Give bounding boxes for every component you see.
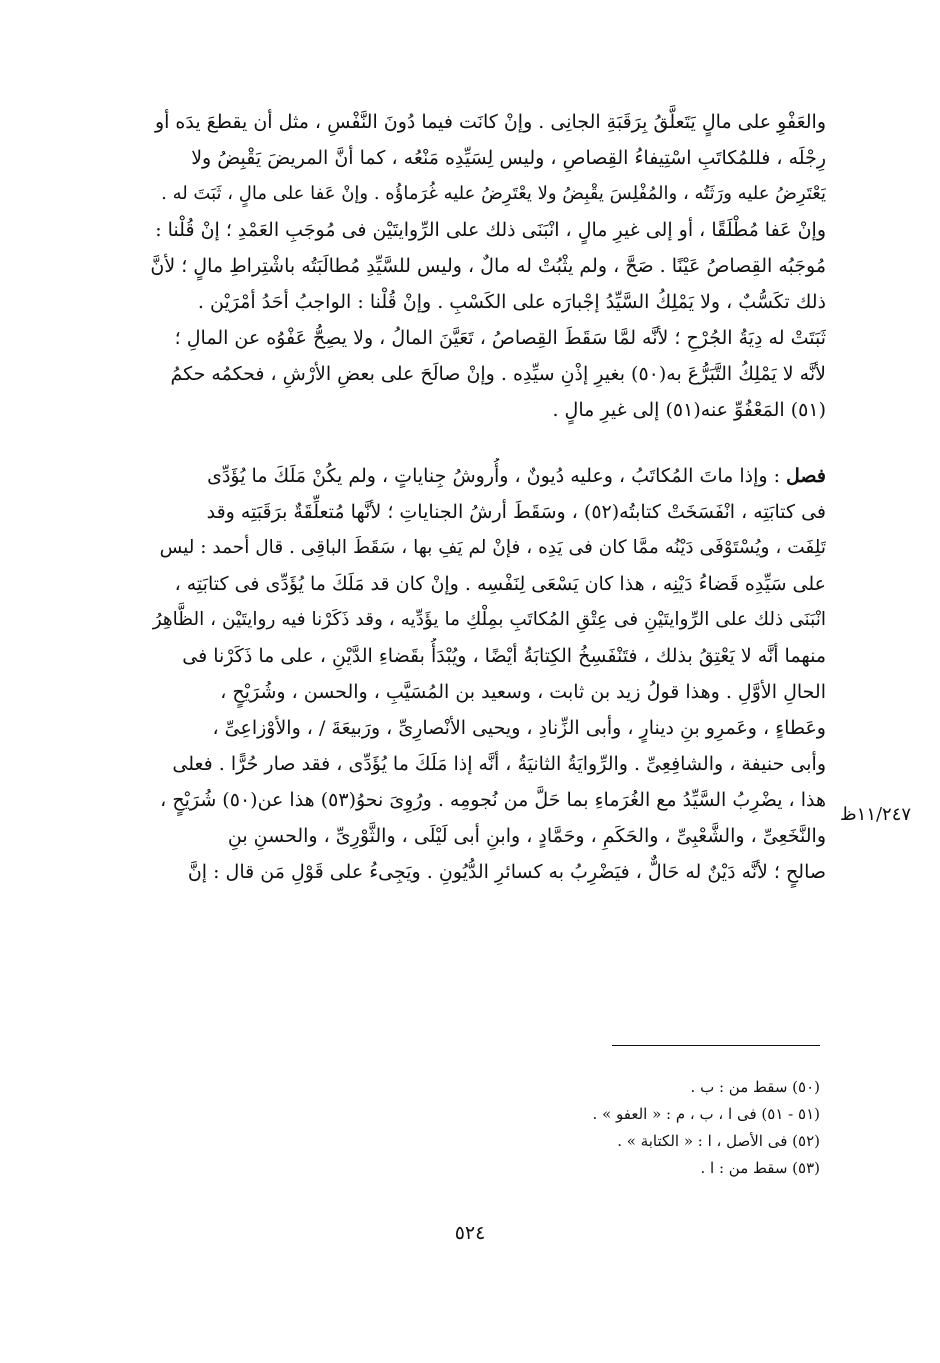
text-line: ثَبَتَتْ له دِيَةُ الجُرْحِ ؛ لأنَّه لمَّا سَقَطَ القِصاصُ ، تَعَيَّنَ المالُ ، ولا يصِحُّ عَفْوُه عن المالِ ؛ [174,327,826,349]
text-line: الحالِ الأوَّلِ . وهذا قولُ زيد بن ثابت ، وسعيد بن المُسَيَّبِ ، والحسن ، وشُرَيْحٍ ، [220,681,826,703]
text-line: (٥١) المَعْفُوِّ عنه(٥١) إلى غيرِ مالٍ . [552,399,826,421]
text-line: هذا ، يضْرِبُ السَّيِّدُ مع الغُرَماءِ بما حَلَّ من نُجومِه . ورُوِىَ نحوُ(٥٣) هذا عن(٥٠) شُرَيْحٍ ، [160,789,826,811]
section-first-line [150,458,826,494]
text-line: انْبَنَى ذلك على الرِّوايتَيْنِ فى عِتْقِ المُكاتَبِ بمِلْكِ ما يؤَدِّيه ، وقد ذَكَرْنا فيه روايتَيْن ، الظَّاهِرُ [152,609,826,630]
text-line: يَعْتَرِضُ عليه ورَثَتُه ، والمُفْلِسَ يقْبِضُ ولا يعْتَرِضُ عليه غُرَماؤُه . وإنْ عَفا على مالٍ ، ثَبَتَ له . [161,183,826,204]
footnote-divider [612,1045,820,1046]
text-line: ذلك تكَسُّبٌ ، ولا يَمْلِكُ السَّيِّدُ إجْبارَه على الكَسْبِ . وإنْ قُلْنا : الواجبُ أحَدُ أمْرَيْن . [197,291,826,313]
footnotes [300,1074,820,1182]
text-line: وعَطاءٍ ، وعَمرِو بنِ دينارٍ ، وأبى الزِّنادِ ، ويحيى الأنْصارِىِّ ، ورَبيعَةَ / ، والأوْزاعِىِّ ، [212,717,826,739]
text-line: وأبى حنيفة ، والشافِعِىِّ . والرِّوايَةُ الثانيَةُ ، أنَّه إذا مَلَكَ ما يُؤَدِّى ، فقد صار حُرًّا . فعلى [172,753,826,775]
text-line: والعَفْوِ على مالٍ يَتَعلَّقُ بِرَقَبَةِ الجانِى . وإنْ كانَت فيما دُونَ النَّفْسِ ، مثل أن يقطعَ يدَه أو [154,111,826,133]
footnote: (٥٣) سقط من : ا . [700,1159,820,1177]
footnote: (٥١ - ٥١) فى ا ، ب ، م : « العفو » . [592,1105,820,1123]
text-line: وإنْ عَفا مُطْلَقًا ، أو إلى غيرِ مالٍ ، انْبَنَى ذلك على الرِّوايتَيْن فى مُوجَبِ العَمْدِ ؛ إنْ قُلْنا : [155,219,826,241]
text-line: على سَيِّدِه قَضاءُ دَيْنِه ، هذا كان يَسْعَى لِنَفْسِه . وإنْ كان قد مَلَكَ ما يُؤَدِّى فى كتابَتِه ، [174,573,826,595]
text-line: رِجْلَه ، فللمُكاتَبِ اسْتِيفاءُ القِصاصِ ، وليس لِسَيِّدِه مَنْعُه ، كما أنَّ المريضَ يَقْبِضُ ولا [191,147,826,169]
footnote: (٥٠) سقط من : ب . [690,1078,820,1096]
margin-folio-note: ١١/٢٤٧ظ [840,804,912,825]
text-line: تَلِفَت ، ويُسْتَوْفَى دَيْنُه ممَّا كان فى يَدِه ، فإنْ لم يَفِ بها ، سَقَطَ الباقِى . قال أحمد : ليس [159,537,826,558]
footnote: (٥٢) فى الأصل ، ا : « الكتابة » . [617,1132,820,1150]
section-first-line-text: : وإذا ماتَ المُكاتَبُ ، وعليه دُيونٌ ، وأُروشُ جِناياتٍ ، ولم يكُنْ مَلَكَ ما يُؤَدِّى [207,465,787,487]
text-line: صالحٍ ؛ لأنَّه دَيْنٌ له حَالٌّ ، فيَضْرِبُ به كسائرِ الدُّيُونِ . ويَجِىءُ على قَوْلِ مَن قال : إنَّ [187,861,826,883]
text-line: لأنَّه لا يَمْلِكُ التَّبَرُّعَ به(٥٠) بغيرِ إذْنِ سيِّدِه . وإنْ صالَحَ على بعضِ الأرْشِ ، فحكمُه حكمُ [170,363,826,385]
text-line: مُوجَبُه القِصاصُ عَيْنًا . صَحَّ ، ولم يثْبُتْ له مالٌ ، وليس للسَّيِّدِ مُطالَبَتُه باشْتِراطِ مالٍ ؛ لأنَّ [150,255,826,277]
text-line: فى كتابَتِه ، انْفَسَخَتْ كتابتُه(٥٢) ، وسَقَطَ أرشُ الجناياتِ ؛ لأنَّها مُتعلِّقَةٌ برَقَبَتِه وقد [206,501,826,523]
page-number: ٥٢٤ [454,1222,486,1244]
paragraph-gap [150,428,826,458]
text-line: منهما أنَّه لا يَعْتِقُ بذلك ، فتَنْفَسِخُ الكِتابَةُ أيْضًا ، ويُبْدَأُ بقَضاءِ الدَّيْنِ ، على ما ذَكَرْنا فى [182,645,826,667]
text-line: والنَّخَعِىِّ ، والشَّعْبِىِّ ، والحَكَمِ ، وحَمَّادٍ ، وابنِ أبى لَيْلَى ، والثَّوْرِىِّ ، والحسنِ بنِ [227,825,826,847]
section-heading: فصل [786,465,826,487]
main-text [150,104,826,890]
